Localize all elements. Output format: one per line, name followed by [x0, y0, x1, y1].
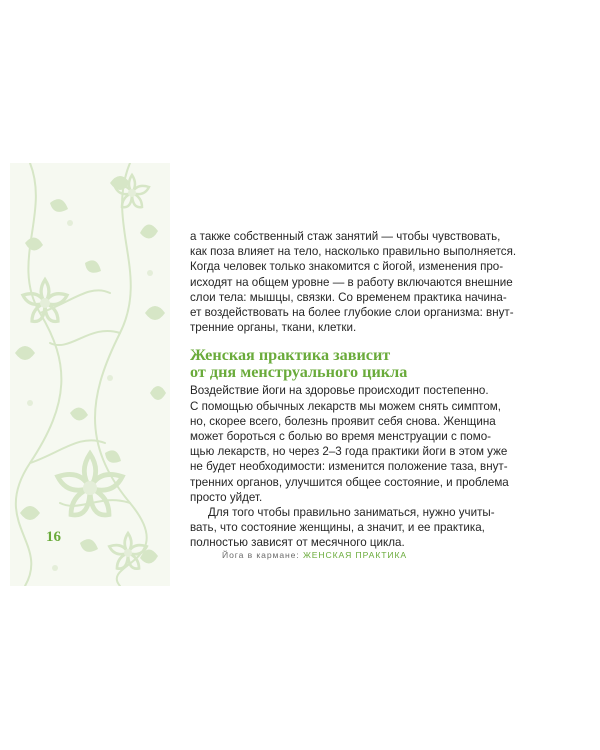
text-line: Для того чтобы правильно заниматься, нужно учиты-: [208, 506, 495, 520]
text-line: но, скорее всего, болезнь проявит себя снова. Женщина: [190, 414, 496, 428]
text-line: исходят на общем уровне — в работу включаются внешние: [190, 275, 513, 289]
text-line: Воздействие йоги на здоровье происходит постепенно.: [190, 384, 489, 398]
running-footer: [222, 550, 407, 560]
text-line: ет воздействовать на более глубокие слои организма: внут-: [190, 306, 514, 320]
page-number: 16: [46, 529, 61, 545]
text-line: полностью зависят от месячного цикла.: [190, 536, 405, 550]
text-line: вать, что состояние женщины, а значит, и ее практика,: [190, 521, 485, 535]
text-line: тренние органы, ткани, клетки.: [190, 321, 357, 335]
floral-pattern-icon: [10, 163, 170, 586]
book-label: Йога в кармане:: [222, 550, 300, 560]
heading-line: от дня менструального цикла: [190, 363, 408, 382]
heading-line: Женская практика зависит: [190, 346, 391, 365]
text-line: может бороться с болью во время менструации с помо-: [190, 430, 492, 444]
text-line: просто уйдет.: [190, 490, 263, 504]
text-line: С помощью обычных лекарств мы можем снять симптом,: [190, 399, 501, 413]
paragraph-2: [190, 505, 535, 551]
series-title: ЖЕНСКАЯ ПРАКТИКА: [302, 550, 407, 560]
text-line: щью лекарств, но через 2–3 года практики йоги в этом уже: [190, 445, 508, 459]
paragraph-1: [190, 383, 535, 505]
section-heading: [190, 347, 535, 381]
text-line: а также собственный стаж занятий — чтобы чувствовать,: [190, 230, 501, 243]
main-text: [190, 229, 535, 551]
text-line: не будет необходимости: изменится положение таза, внут-: [190, 460, 508, 474]
text-line: как поза влияет на тело, насколько правильно выполняется.: [190, 245, 517, 259]
floral-ornament-panel: [10, 163, 170, 586]
text-line: Когда человек только знакомится с йогой, изменения про-: [190, 260, 504, 274]
text-line: слои тела: мышцы, связки. Со временем практика начина-: [190, 290, 507, 304]
text-line: тренних органов, улучшится общее состояние, и проблема: [190, 475, 509, 489]
intro-paragraph: [190, 229, 535, 335]
